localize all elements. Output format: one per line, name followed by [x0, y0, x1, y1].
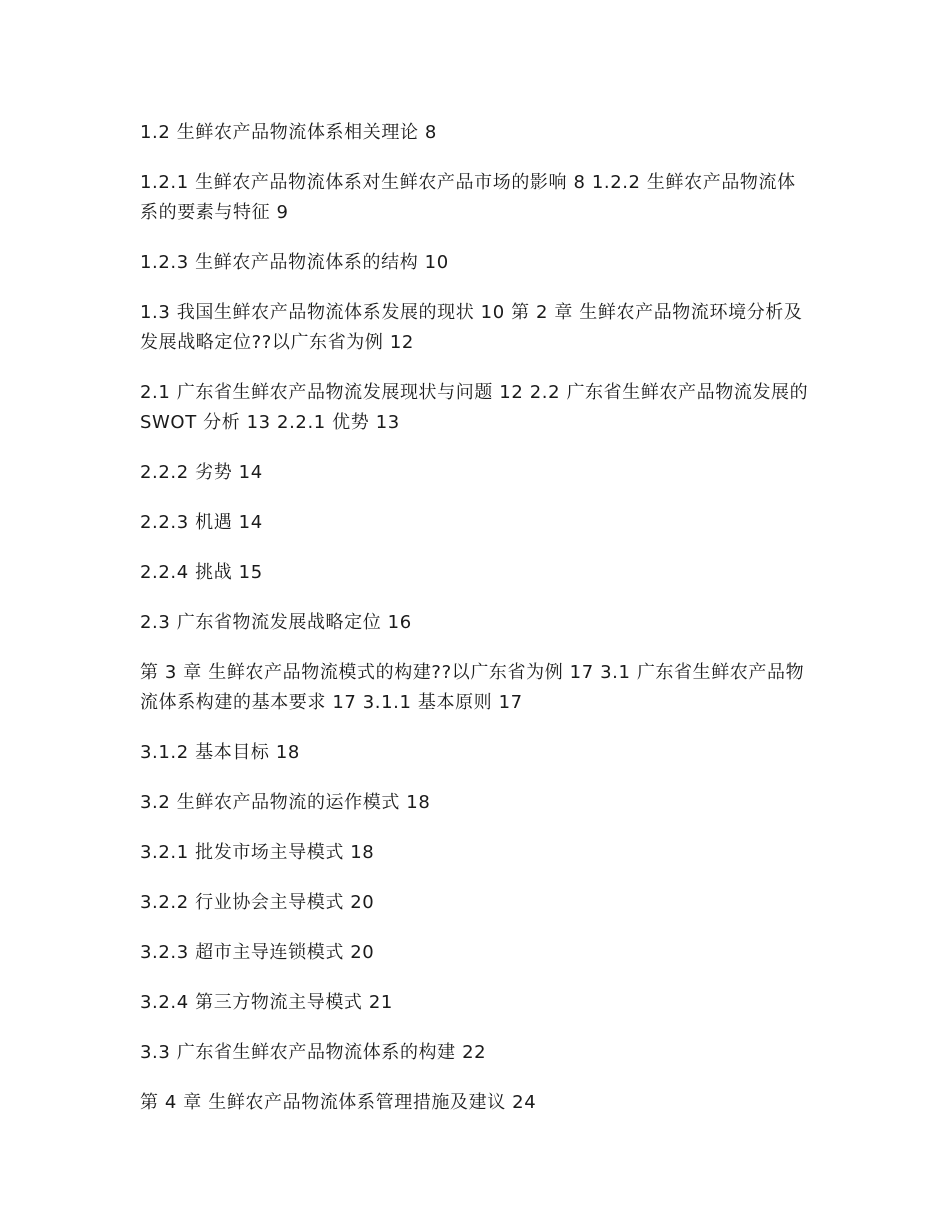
- toc-entry-3-2-1: 3.2.1 批发市场主导模式 18: [140, 842, 375, 863]
- toc-entry-1-2-1: 1.2.1 生鲜农产品物流体系对生鲜农产品市场的影响 8 1.2.2 生鲜农产品物流体系的要素与特征 9: [140, 172, 796, 223]
- toc-entry-3-2-4: 3.2.4 第三方物流主导模式 21: [140, 992, 393, 1013]
- toc-entry-2-3: 2.3 广东省物流发展战略定位 16: [140, 612, 412, 633]
- document-page: [140, 118, 810, 1138]
- toc-entry-3-2: 3.2 生鲜农产品物流的运作模式 18: [140, 792, 431, 813]
- toc-entry-2-2-4: 2.2.4 挑战 15: [140, 562, 263, 583]
- toc-entry-3-3: 3.3 广东省生鲜农产品物流体系的构建 22: [140, 1042, 487, 1063]
- toc-entry-2-2-3: 2.2.3 机遇 14: [140, 512, 263, 533]
- table-of-contents: [140, 118, 810, 1118]
- toc-entry-2-1: 2.1 广东省生鲜农产品物流发展现状与问题 12 2.2 广东省生鲜农产品物流发展的 SWOT 分析 13 2.2.1 优势 13: [140, 382, 809, 433]
- toc-entry-3-2-2: 3.2.2 行业协会主导模式 20: [140, 892, 375, 913]
- toc-entry-chapter-4: 第 4 章 生鲜农产品物流体系管理措施及建议 24: [140, 1092, 537, 1113]
- toc-entry-3-1-2: 3.1.2 基本目标 18: [140, 742, 300, 763]
- toc-entry-chapter-3: 第 3 章 生鲜农产品物流模式的构建??以广东省为例 17 3.1 广东省生鲜农产品物流体系构建的基本要求 17 3.1.1 基本原则 17: [140, 662, 805, 713]
- toc-entry-1-3: 1.3 我国生鲜农产品物流体系发展的现状 10 第 2 章 生鲜农产品物流环境分析及发展战略定位??以广东省为例 12: [140, 302, 803, 353]
- toc-entry-1-2: 1.2 生鲜农产品物流体系相关理论 8: [140, 122, 437, 143]
- toc-entry-2-2-2: 2.2.2 劣势 14: [140, 462, 263, 483]
- toc-entry-1-2-3: 1.2.3 生鲜农产品物流体系的结构 10: [140, 252, 449, 273]
- toc-entry-3-2-3: 3.2.3 超市主导连锁模式 20: [140, 942, 375, 963]
